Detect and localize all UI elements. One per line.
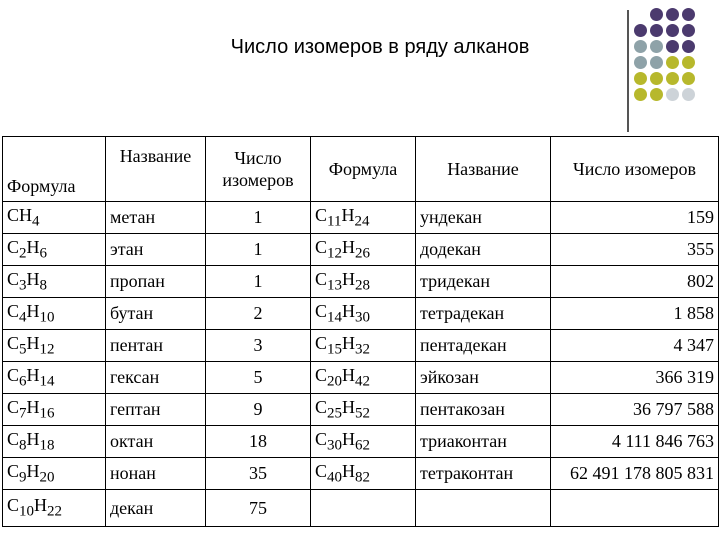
element-symbol: H xyxy=(342,268,356,289)
divider-line xyxy=(627,10,629,132)
element-symbol: H xyxy=(26,428,40,449)
table-row xyxy=(3,298,719,330)
element-symbol: H xyxy=(26,460,40,481)
dot-icon xyxy=(682,8,695,21)
name-cell: бутан xyxy=(106,298,206,330)
atom-count: 62 xyxy=(355,437,371,454)
formula-cell xyxy=(311,202,416,234)
atom-count: 3 xyxy=(19,277,27,294)
atom-count: 82 xyxy=(355,469,371,486)
dot-icon xyxy=(666,24,679,37)
element-symbol: C xyxy=(7,332,20,353)
atom-count: 20 xyxy=(39,469,55,486)
atom-count: 13 xyxy=(327,277,343,294)
table-header-row xyxy=(3,137,719,202)
atom-count: 26 xyxy=(355,245,371,262)
formula-cell xyxy=(3,362,106,394)
isomers-cell: 75 xyxy=(206,490,311,527)
isomers-cell: 36 797 588 xyxy=(551,394,719,426)
atom-count: 11 xyxy=(327,213,342,230)
formula-cell xyxy=(3,490,106,527)
element-symbol: H xyxy=(342,364,356,385)
atom-count: 32 xyxy=(355,341,371,358)
formula-cell xyxy=(311,330,416,362)
atom-count: 18 xyxy=(39,437,55,454)
atom-count: 9 xyxy=(19,469,27,486)
formula-cell xyxy=(3,330,106,362)
element-symbol: H xyxy=(342,236,356,257)
element-symbol: H xyxy=(341,204,355,225)
formula-cell xyxy=(311,266,416,298)
atom-count: 6 xyxy=(19,373,27,390)
name-cell: гексан xyxy=(106,362,206,394)
name-cell: пропан xyxy=(106,266,206,298)
element-symbol: H xyxy=(26,268,40,289)
atom-count: 16 xyxy=(39,405,55,422)
table-row xyxy=(3,490,719,527)
element-symbol: C xyxy=(315,460,328,481)
name-cell: тетрадекан xyxy=(416,298,551,330)
element-symbol: H xyxy=(26,364,40,385)
atom-count: 6 xyxy=(39,245,48,262)
isomers-cell: 355 xyxy=(551,234,719,266)
name-cell: нонан xyxy=(106,458,206,490)
atom-count: 12 xyxy=(39,341,55,358)
atom-count: 10 xyxy=(39,309,55,326)
atom-count: 5 xyxy=(19,341,27,358)
isomers-cell: 3 xyxy=(206,330,311,362)
element-symbol: C xyxy=(7,428,20,449)
name-cell: додекан xyxy=(416,234,551,266)
isomers-cell: 5 xyxy=(206,362,311,394)
element-symbol: C xyxy=(7,236,20,257)
atom-count: 30 xyxy=(327,437,343,454)
header-name-left: Название xyxy=(106,137,206,202)
atom-count: 12 xyxy=(327,245,343,262)
element-symbol: C xyxy=(315,300,328,321)
atom-count: 2 xyxy=(19,245,27,262)
atom-count: 30 xyxy=(355,309,371,326)
element-symbol: H xyxy=(26,332,40,353)
dot-icon xyxy=(650,24,663,37)
name-cell: тетраконтан xyxy=(416,458,551,490)
atom-count: 8 xyxy=(39,277,48,294)
element-symbol: H xyxy=(19,204,33,225)
element-symbol: C xyxy=(7,268,20,289)
header-name-right: Название xyxy=(416,137,551,202)
page-title: Число изомеров в ряду алканов xyxy=(230,36,530,58)
element-symbol: H xyxy=(26,236,40,257)
atom-count: 15 xyxy=(327,341,343,358)
header-isomers-right: Число изомеров xyxy=(551,137,719,202)
isomers-cell: 159 xyxy=(551,202,719,234)
atom-count: 14 xyxy=(39,373,55,390)
formula-cell xyxy=(3,266,106,298)
element-symbol: H xyxy=(342,460,356,481)
element-symbol: C xyxy=(7,396,20,417)
isomers-cell: 35 xyxy=(206,458,311,490)
name-cell xyxy=(416,490,551,527)
element-symbol: H xyxy=(34,495,48,516)
formula-cell xyxy=(311,394,416,426)
isomers-cell: 18 xyxy=(206,426,311,458)
header-isomers-left: Число изомеров xyxy=(206,137,311,202)
atom-count: 42 xyxy=(355,373,371,390)
dot-icon xyxy=(666,88,679,101)
element-symbol: C xyxy=(315,428,328,449)
dot-icon xyxy=(666,56,679,69)
isomers-cell: 366 319 xyxy=(551,362,719,394)
element-symbol: H xyxy=(342,332,356,353)
name-cell: декан xyxy=(106,490,206,527)
element-symbol: C xyxy=(7,460,20,481)
name-cell: триаконтан xyxy=(416,426,551,458)
isomers-cell: 1 858 xyxy=(551,298,719,330)
table-row xyxy=(3,266,719,298)
atom-count: 40 xyxy=(327,469,343,486)
dot-icon xyxy=(650,40,663,53)
isomers-cell: 802 xyxy=(551,266,719,298)
dot-icon xyxy=(666,72,679,85)
isomers-cell: 1 xyxy=(206,234,311,266)
dot-icon xyxy=(650,56,663,69)
atom-count: 22 xyxy=(47,503,63,520)
formula-cell xyxy=(3,234,106,266)
isomers-cell: 9 xyxy=(206,394,311,426)
name-cell: пентакозан xyxy=(416,394,551,426)
name-cell: октан xyxy=(106,426,206,458)
name-cell: гептан xyxy=(106,394,206,426)
dot-icon xyxy=(682,56,695,69)
formula-cell xyxy=(3,298,106,330)
header-formula-left: Формула xyxy=(3,137,106,202)
element-symbol: C xyxy=(315,396,328,417)
atom-count: 52 xyxy=(355,405,371,422)
isomers-cell: 1 xyxy=(206,266,311,298)
name-cell: этан xyxy=(106,234,206,266)
atom-count: 10 xyxy=(19,503,35,520)
element-symbol: H xyxy=(342,428,356,449)
dot-icon xyxy=(682,40,695,53)
table-row xyxy=(3,330,719,362)
atom-count: 8 xyxy=(19,437,27,454)
element-symbol: H xyxy=(342,396,356,417)
element-symbol: H xyxy=(26,300,40,321)
element-symbol: C xyxy=(7,495,20,516)
dot-icon xyxy=(634,88,647,101)
atom-count: 7 xyxy=(19,405,27,422)
formula-cell xyxy=(3,202,106,234)
formula-cell xyxy=(3,394,106,426)
element-symbol: C xyxy=(7,204,20,225)
element-symbol: H xyxy=(342,300,356,321)
table-row xyxy=(3,202,719,234)
name-cell: метан xyxy=(106,202,206,234)
element-symbol: C xyxy=(315,236,328,257)
table-row xyxy=(3,458,719,490)
dot-icon xyxy=(666,40,679,53)
table-row xyxy=(3,426,719,458)
isomers-cell: 62 491 178 805 831 xyxy=(551,458,719,490)
table-row xyxy=(3,394,719,426)
atom-count: 24 xyxy=(354,213,370,230)
name-cell: пентадекан xyxy=(416,330,551,362)
element-symbol: C xyxy=(7,364,20,385)
formula-cell xyxy=(311,298,416,330)
element-symbol: C xyxy=(315,268,328,289)
atom-count: 20 xyxy=(327,373,343,390)
formula-cell xyxy=(311,234,416,266)
element-symbol: C xyxy=(315,364,328,385)
name-cell: эйкозан xyxy=(416,362,551,394)
isomers-cell: 4 347 xyxy=(551,330,719,362)
element-symbol: C xyxy=(315,332,328,353)
dot-icon xyxy=(634,56,647,69)
dot-icon xyxy=(666,8,679,21)
formula-cell xyxy=(311,362,416,394)
dot-icon xyxy=(682,72,695,85)
formula-cell xyxy=(3,458,106,490)
isomers-table xyxy=(2,136,719,527)
dot-icon xyxy=(634,72,647,85)
dot-icon xyxy=(650,8,663,21)
atom-count: 25 xyxy=(327,405,343,422)
atom-count: 4 xyxy=(32,213,40,230)
element-symbol: C xyxy=(315,204,328,225)
dot-icon xyxy=(650,72,663,85)
atom-count: 28 xyxy=(355,277,371,294)
formula-cell xyxy=(311,458,416,490)
dot-icon xyxy=(634,40,647,53)
name-cell: тридекан xyxy=(416,266,551,298)
name-cell: пентан xyxy=(106,330,206,362)
dot-icon xyxy=(682,88,695,101)
table-row xyxy=(3,234,719,266)
element-symbol: H xyxy=(26,396,40,417)
header-formula-right: Формула xyxy=(311,137,416,202)
dot-icon xyxy=(682,24,695,37)
dot-icon xyxy=(634,24,647,37)
dot-icon xyxy=(650,88,663,101)
isomers-cell: 2 xyxy=(206,298,311,330)
isomers-cell: 1 xyxy=(206,202,311,234)
formula-cell xyxy=(3,426,106,458)
formula-cell xyxy=(311,426,416,458)
name-cell: ундекан xyxy=(416,202,551,234)
table-row xyxy=(3,362,719,394)
isomers-cell xyxy=(551,490,719,527)
atom-count: 14 xyxy=(327,309,343,326)
atom-count: 4 xyxy=(19,309,27,326)
element-symbol: C xyxy=(7,300,20,321)
isomers-cell: 4 111 846 763 xyxy=(551,426,719,458)
formula-cell xyxy=(311,490,416,527)
